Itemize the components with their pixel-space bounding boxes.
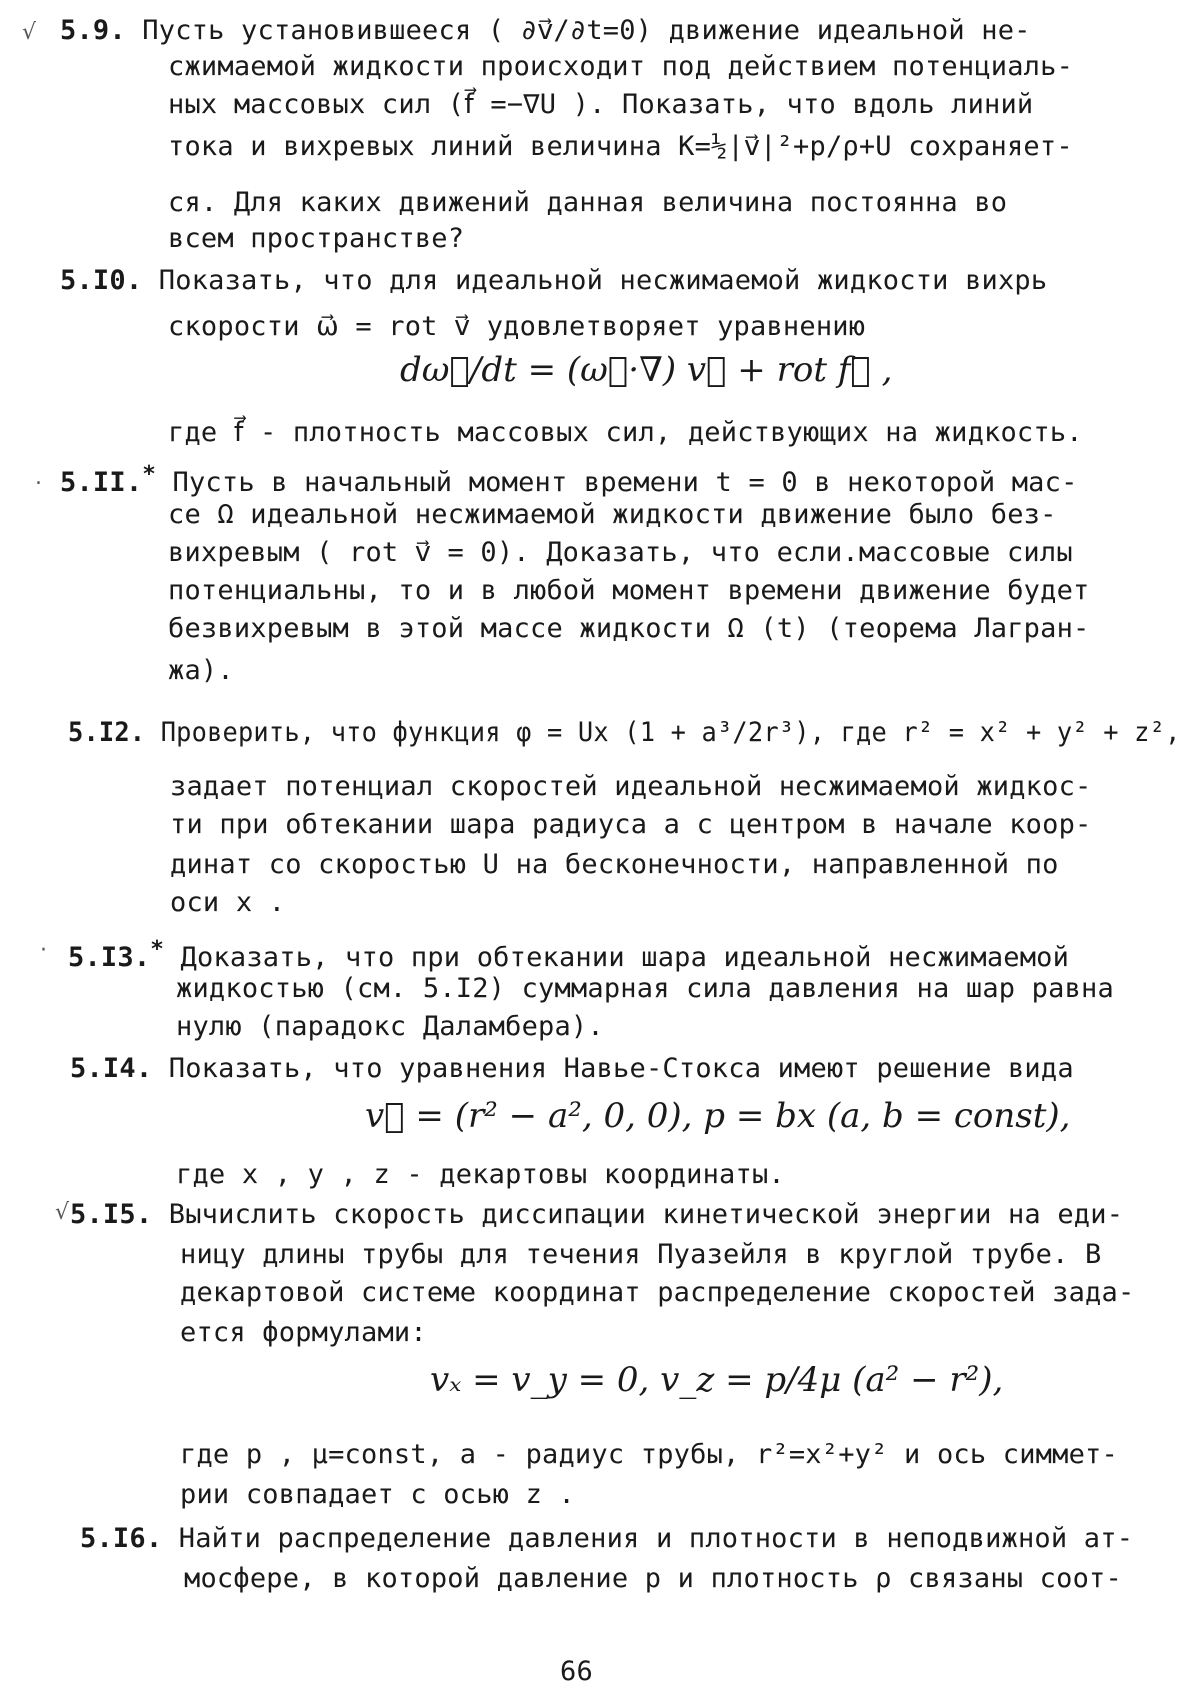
formula-vorticity-equation: dω⃗/dt = (ω⃗·∇) v⃗ + rot f⃗ ,	[400, 350, 893, 390]
formula-navier-stokes-solution: v⃗ = (r² − a², 0, 0), p = bx (a, b = const),	[365, 1096, 1071, 1136]
problem-number: 5.I5.	[70, 1199, 153, 1230]
star-mark: *	[142, 461, 157, 487]
problem-5-9-line-1: 5.9. Пусть установившееся ( ∂v⃗/∂t=0) движение идеальной не-	[60, 15, 1031, 46]
problem-number: 5.9.	[60, 15, 126, 46]
margin-tick: √	[22, 20, 37, 45]
problem-5-14-line-1: 5.I4. Показать, что уравнения Навье-Стокса имеют решение вида	[70, 1053, 1074, 1084]
problem-5-14-after: где x , y , z - декартовы координаты.	[176, 1159, 785, 1190]
problem-5-11-line-4: потенциальны, то и в любой момент времени движение будет	[168, 575, 1090, 606]
problem-5-15-line-1: 5.I5. Вычислить скорость диссипации кинетической энергии на еди-	[70, 1199, 1124, 1230]
problem-5-10-after: где f⃗ - плотность массовых сил, действующих на жидкость.	[168, 417, 1083, 448]
problem-5-12-line-2: задает потенциал скоростей идеальной несжимаемой жидкос-	[170, 771, 1092, 802]
problem-5-10-line-1: 5.I0. Показать, что для идеальной несжимаемой жидкости вихрь	[60, 265, 1048, 296]
page-number: 66	[560, 1656, 593, 1687]
problem-number: 5.I6.	[80, 1523, 163, 1554]
problem-number: 5.I2.	[68, 717, 146, 748]
problem-5-9-line-5: ся. Для каких движений данная величина постоянна во	[168, 187, 1008, 218]
problem-5-11-line-5: безвихревым в этой массе жидкости Ω (t) (теорема Лагран-	[168, 613, 1090, 644]
problem-5-12-line-4: динат со скоростью U на бесконечности, направленной по	[170, 849, 1059, 880]
problem-5-12-line-1: 5.I2. Проверить, что функция φ = Ux (1 + a³/2r³), где r² = x² + y² + z²,	[68, 717, 1181, 748]
problem-5-12-line-3: ти при обтекании шара радиуса a с центром в начале коор-	[170, 809, 1092, 840]
problem-5-13-line-2: жидкостью (см. 5.I2) суммарная сила давления на шар равна	[176, 973, 1114, 1004]
problem-5-10-line-2: скорости ω⃗ = rot v⃗ удовлетворяет уравнению	[168, 311, 866, 342]
problem-number: 5.II.	[60, 467, 143, 498]
problem-5-16-line-2: мосфере, в которой давление p и плотность ρ связаны соот-	[184, 1563, 1122, 1594]
problem-5-11-line-3: вихревым ( rot v⃗ = 0). Доказать, что если.массовые силы	[168, 537, 1073, 568]
problem-5-15-line-2: ницу длины трубы для течения Пуазейля в круглой трубе. В	[180, 1239, 1102, 1270]
problem-5-13-line-1: 5.I3.* Доказать, что при обтекании шара идеальной несжимаемой	[68, 936, 1070, 973]
problem-5-16-line-1: 5.I6. Найти распределение давления и плотности в неподвижной ат-	[80, 1523, 1134, 1554]
problem-5-15-line-4: ется формулами:	[180, 1317, 427, 1348]
problem-5-9-line-2: сжимаемой жидкости происходит под действием потенциаль-	[168, 51, 1074, 82]
problem-5-15-line-3: декартовой системе координат распределение скоростей зада-	[180, 1277, 1135, 1308]
problem-5-12-line-5: оси x .	[170, 887, 286, 918]
problem-5-11-line-2: се Ω идеальной несжимаемой жидкости движение было без-	[168, 499, 1057, 530]
formula-poiseuille-velocity: vₓ = v_y = 0, v_z = p/4μ (a² − r²),	[430, 1360, 1004, 1400]
problem-5-11-line-1: 5.II.* Пусть в начальный момент времени t = 0 в некоторой мас-	[60, 461, 1078, 498]
problem-number: 5.I4.	[70, 1053, 153, 1084]
problem-5-15-after-2: рии совпадает с осью z .	[180, 1479, 575, 1510]
problem-5-11-line-6: жа).	[168, 655, 234, 686]
problem-number: 5.I0.	[60, 265, 143, 296]
star-mark: *	[150, 936, 165, 962]
problem-5-13-line-3: нулю (парадокс Даламбера).	[176, 1011, 604, 1042]
margin-tick: .	[35, 465, 42, 490]
problem-5-9-line-4: тока и вихревых линий величина K=½|v⃗|²+p/ρ+U сохраняет-	[168, 131, 1073, 162]
problem-5-9-line-3: ных массовых сил (f⃗ =−∇U ). Показать, что вдоль линий	[168, 89, 1034, 120]
problem-number: 5.I3.	[68, 942, 151, 973]
margin-tick: ·	[40, 938, 47, 963]
margin-tick: √	[55, 1200, 70, 1225]
problem-5-15-after-1: где p , μ=const, a - радиус трубы, r²=x²+y² и ось симмет-	[180, 1439, 1118, 1470]
problem-5-9-line-6: всем пространстве?	[168, 223, 465, 254]
